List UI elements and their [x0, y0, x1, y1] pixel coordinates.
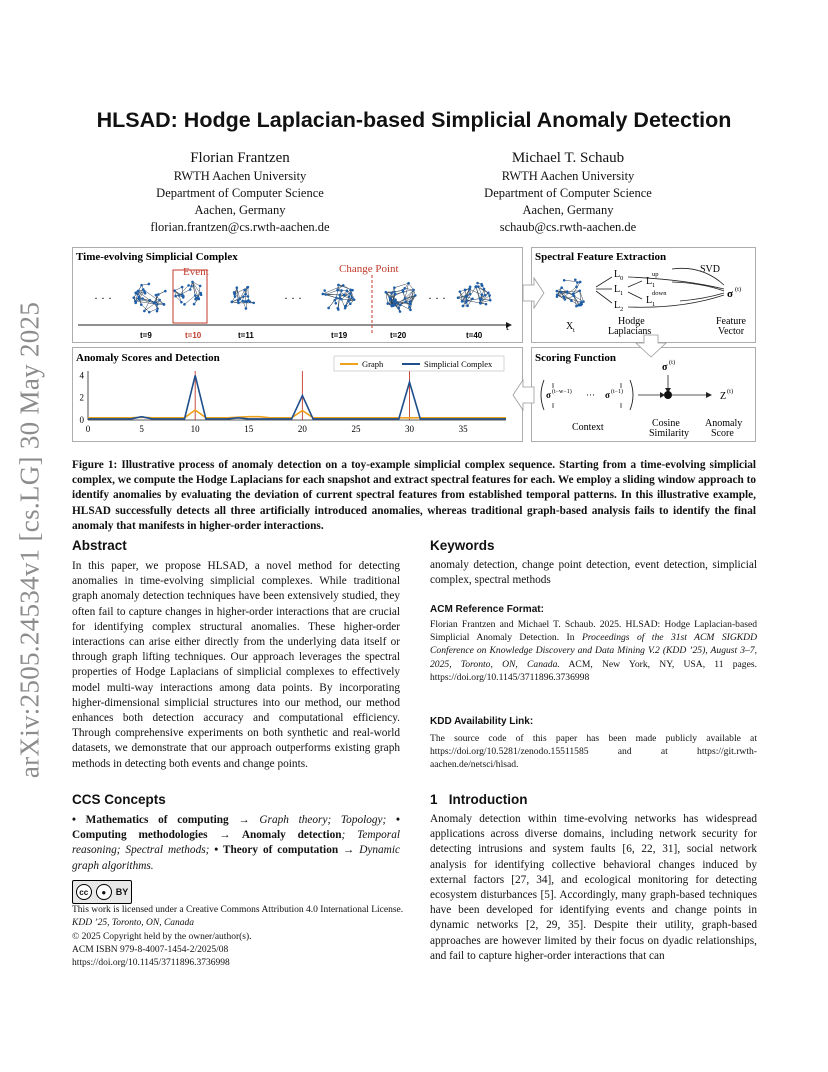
x-tick-label: 5	[139, 424, 144, 434]
author-block-2	[448, 148, 688, 236]
x-tick-label: 35	[458, 424, 468, 434]
isbn-line: ACM ISBN 979-8-4007-1454-2/2025/08	[72, 944, 229, 955]
svg-text:Similarity: Similarity	[649, 428, 689, 439]
y-tick-label: 0	[79, 415, 84, 425]
cosine-label: Cosine	[652, 418, 680, 429]
hodge-l1-down: L	[646, 295, 653, 306]
time-label: t=19	[331, 331, 348, 340]
figure-1	[72, 247, 756, 442]
hodge-x: X	[566, 321, 574, 332]
spectral-snapshot-graph	[556, 278, 585, 307]
svg-text:t: t	[573, 327, 575, 334]
time-label: t=20	[390, 331, 407, 340]
author-name: Michael T. Schaub	[511, 150, 625, 166]
x-tick-label: 30	[405, 424, 415, 434]
svg-text:1: 1	[652, 301, 656, 308]
by-icon: ●	[96, 884, 112, 900]
arxiv-id: arXiv:2505.24534v1 [cs.LG] 30 May 2025	[14, 301, 45, 779]
panel-title-scoring: Scoring Function	[535, 352, 616, 364]
svg-text:(t): (t)	[727, 388, 734, 395]
author-location: Aachen, Germany	[194, 203, 286, 217]
snapshot-graph	[385, 282, 417, 313]
hodge-l2: L	[614, 300, 621, 311]
spectral-graph	[556, 278, 585, 307]
author-affiliation: RWTH Aachen University	[173, 169, 307, 183]
snapshot-graph	[132, 283, 166, 314]
series-line-simplicial-complex	[88, 376, 506, 419]
snapshot-graph	[231, 286, 256, 310]
snapshot-graph	[173, 281, 202, 306]
keywords-heading: Keywords	[430, 538, 495, 553]
hodge-l0: L	[614, 269, 621, 280]
sigma-feature: σ	[727, 288, 733, 300]
x-tick-label: 15	[244, 424, 254, 434]
anomaly-z: Z	[720, 391, 727, 402]
author-department: Department of Computer Science	[156, 186, 324, 200]
event-label: Event	[183, 266, 209, 278]
anomaly-score-chart	[80, 370, 507, 434]
author-name: Florian Frantzen	[190, 150, 290, 166]
copyright-line: © 2025 Copyright held by the owner/author(s).	[72, 931, 252, 942]
context-label: Context	[572, 422, 604, 433]
ellipsis: · · ·	[428, 291, 446, 305]
svg-text:1: 1	[620, 290, 624, 297]
change-point-label: Change Point	[339, 263, 399, 275]
svg-text:(t−w−1): (t−w−1)	[552, 389, 572, 395]
author-department: Department of Computer Science	[484, 186, 652, 200]
author-affiliation: RWTH Aachen University	[501, 169, 635, 183]
arxiv-sidebar	[4, 290, 56, 790]
by-label: BY	[115, 887, 129, 897]
svg-text:(t−1): (t−1)	[611, 389, 624, 395]
panel-title-anomaly: Anomaly Scores and Detection	[76, 352, 220, 364]
x-tick-label: 20	[297, 424, 307, 434]
svg-text:0: 0	[620, 275, 624, 282]
y-tick-label: 2	[79, 392, 84, 403]
time-label: t=10	[185, 331, 202, 340]
svg-text:(t): (t)	[669, 359, 676, 366]
doi-link[interactable]: https://doi.org/10.1145/3711896.3736998	[72, 958, 230, 969]
paper-title: HLSAD: Hodge Laplacian-based Simplicial Anomaly Detection	[96, 108, 732, 132]
svg-text:1: 1	[652, 282, 656, 289]
time-label: t=11	[238, 331, 254, 340]
svg-text:2: 2	[620, 306, 624, 313]
x-tick-label: 25	[351, 424, 361, 434]
acm-ref-text: Florian Frantzen and Michael T. Schaub. 2025. HLSAD: Hodge Laplacian-based Simplicial Anomaly Detection. In Proceedings of the 31st ACM SIGKDD Conference on Knowledge Discovery and Data Mining V.2 (KDD ’25), August 3–7, 2025, Toronto, ON, Canada. ACM, New York, NY, USA, 11 pages. https://doi.org/10.1145/3711896.3736998	[430, 619, 758, 683]
svg-text:Laplacians: Laplacians	[608, 326, 652, 337]
arrow-to-scoring	[636, 335, 666, 357]
series-line-graph	[88, 410, 506, 418]
svg-text:(t): (t)	[735, 286, 742, 293]
sigma-context-end: σ	[605, 390, 610, 400]
context-dots: ···	[586, 390, 595, 400]
abstract-heading: Abstract	[72, 538, 127, 553]
y-tick-label: 4	[79, 370, 84, 381]
svg-text:Vector: Vector	[718, 326, 745, 337]
license-line: This work is licensed under a Creative Commons Attribution 4.0 International License.	[72, 905, 404, 915]
figure-caption: Figure 1: Illustrative process of anomaly detection on a toy-example simplicial complex sequence. Starting from a time-evolving simplicial complex, we compute the Hodge Laplacians for each snapshot and extract spectral features for each. We employ a sliding window approach to identify anomalies by evaluating the deviation of current spectral features from established temporal patterns. In this illustrative example, HLSAD successfully detects all three artificially introduced anomalies, whereas traditional graph-based analysis fails to identify the final anomaly that manifests in higher-order interactions.	[72, 459, 756, 532]
time-label: t=40	[466, 331, 483, 340]
x-tick-label: 0	[85, 424, 91, 434]
panel-title-time: Time-evolving Simplicial Complex	[76, 251, 238, 263]
cc-icon: cc	[76, 884, 92, 900]
svg-text:up: up	[652, 271, 659, 278]
svg-text:down: down	[652, 290, 667, 297]
author-email: schaub@cs.rwth-aachen.de	[499, 220, 637, 234]
intro-heading: 1 Introduction	[430, 792, 528, 807]
hodge-caption: Hodge	[618, 316, 645, 327]
ellipsis: · · ·	[94, 291, 112, 305]
anomaly-score-label: Anomaly	[705, 418, 743, 429]
kdd-heading: KDD Availability Link:	[430, 716, 534, 727]
cc-license-badge[interactable]	[72, 880, 132, 904]
snapshot-graph	[321, 284, 355, 311]
ccs-text: • Mathematics of computing → Graph theory; Topology; • Computing methodologies → Anomaly detection; Temporal reasoning; Spectral methods; • Theory of computation → Dynamic graph algorithms.	[72, 814, 400, 872]
panel-title-spectral: Spectral Feature Extraction	[535, 251, 667, 263]
legend-label-graph: Graph	[362, 359, 384, 369]
snapshot-graph	[457, 282, 492, 308]
time-axis-label: t	[506, 322, 509, 333]
legend-label-simplicial: Simplicial Complex	[424, 359, 493, 369]
conference-line: KDD ’25, Toronto, ON, Canada	[72, 918, 195, 929]
feature-caption: Feature	[716, 316, 746, 327]
hodge-l1: L	[614, 284, 621, 295]
license-block	[72, 904, 412, 970]
kdd-text: The source code of this paper has been made publicly available at https://doi.org/10.5281/zenodo.15511585 and at https://git.rwth-aachen.de/netsci/hlsad.	[430, 733, 757, 771]
keywords-text: anomaly detection, change point detection, event detection, simplicial complex, spectral methods	[430, 559, 757, 587]
sigma-current: σ	[662, 362, 668, 373]
x-tick-label: 10	[190, 424, 200, 434]
time-label: t=9	[140, 331, 152, 340]
sigma-context-start: σ	[546, 390, 551, 400]
abstract-text: In this paper, we propose HLSAD, a novel method for detecting anomalies in time-evolving simplicial complexes. While traditional graph anomaly detection techniques have been extensively studied, they often fail to capture changes in higher-order interactions that are crucial for identifying complex structural anomalies. These higher-order interactions can arise either directly from the underlying data itself or through graph lifting techniques. Our approach leverages the spectral properties of Hodge Laplacians of simplicial complexes to effectively model multi-way interactions among data points. By incorporating higher-dimensional simplicial structures into our method, our method enhances both detection accuracy and computational efficiency. Through comprehensive experiments on both synthetic and real-world datasets, we demonstrate that our approach outperforms existing graph methods in detecting both events and change points.	[72, 560, 400, 770]
ccs-heading: CCS Concepts	[72, 792, 166, 807]
intro-text: Anomaly detection within time-evolving networks has widespread applications across diverse domains, including network security for detecting intrusions and system faults [6, 22, 31], social network analysis for identifying collective behavioral changes induced by external factors [27, 34], and ecological monitoring for detecting ecosystem disturbances [5]. Accordingly, many graph-based techniques have been developed for identifying events and change points in dynamic networks [2, 29, 35]. Despite their utility, graph-based approaches are however limited by their focus on dyadic relationships, and fail to capture higher-order interactions that can	[430, 813, 757, 962]
arrow-to-spectral	[523, 278, 544, 308]
svg-text:Score: Score	[711, 428, 734, 439]
acm-ref-heading: ACM Reference Format:	[430, 604, 544, 615]
svd-label: SVD	[700, 264, 721, 275]
author-block-1	[120, 148, 360, 236]
arrow-to-anomaly	[513, 380, 534, 410]
author-location: Aachen, Germany	[522, 203, 614, 217]
cosine-node	[664, 391, 672, 399]
ellipsis: · · ·	[284, 291, 302, 305]
author-email: florian.frantzen@cs.rwth-aachen.de	[150, 220, 330, 234]
hodge-l1-up: L	[646, 276, 653, 287]
